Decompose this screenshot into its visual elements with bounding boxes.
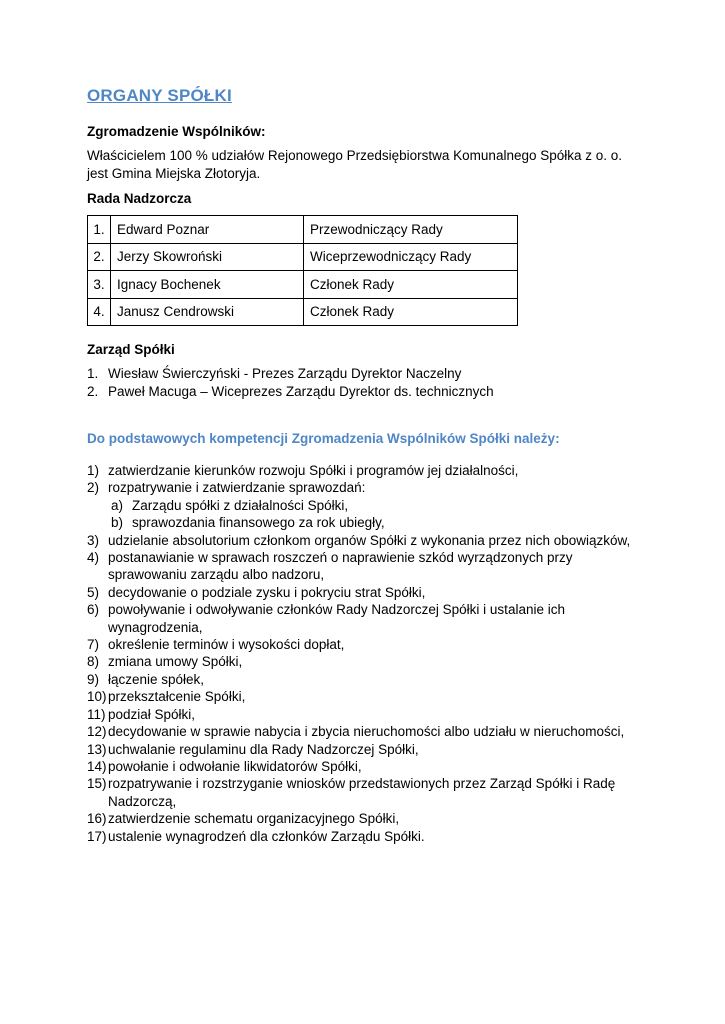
list-item [87, 671, 647, 688]
member-name: Jerzy Skowroński [111, 243, 304, 271]
item-text: określenie terminów i wysokości dopłat, [108, 637, 345, 653]
item-text: podział Spółki, [108, 706, 196, 722]
management-heading: Zarząd Spółki [87, 342, 175, 357]
member-role: Członek Rady [304, 298, 518, 326]
list-item [87, 706, 647, 723]
item-text: Wiesław Świerczyński - Prezes Zarządu Dyrektor Naczelny [108, 366, 462, 381]
item-text: zatwierdzanie kierunków rozwoju Spółki i programów jej działalności, [108, 463, 519, 478]
list-item [87, 366, 494, 384]
list-item [87, 775, 647, 810]
list-item [87, 384, 494, 402]
item-text: Paweł Macuga – Wiceprezes Zarządu Dyrektor ds. technicznych [108, 383, 494, 399]
table-row [88, 243, 518, 271]
item-number: 12) [87, 724, 107, 740]
item-text: postanawianie w sprawach roszczeń o naprawienie szkód wyrządzonych przy sprawowaniu zarządu albo nadzoru, [108, 550, 573, 583]
list-item [87, 584, 647, 601]
item-number: 13) [87, 741, 107, 757]
row-number: 1. [88, 216, 111, 244]
list-item [87, 810, 647, 827]
sub-item-text: Zarządu spółki z działalności Spółki, [132, 497, 349, 513]
member-role: Przewodniczący Rady [304, 216, 518, 244]
list-item [87, 479, 647, 531]
row-number: 2. [88, 243, 111, 271]
item-text: uchwalanie regulaminu dla Rady Nadzorczej Spółki, [108, 741, 419, 757]
sub-item-number: b) [111, 515, 124, 531]
item-text: udzielanie absolutorium członkom organów Spółki z wykonania przez nich obowiązków, [108, 532, 631, 548]
sub-item-text: sprawozdania finansowego za rok ubiegły, [132, 515, 385, 531]
list-item [87, 723, 647, 740]
item-text: rozpatrywanie i rozstrzyganie wniosków przedstawionych przez Zarząd Spółki i Radę Nadzorczą, [108, 776, 616, 809]
board-table [87, 215, 518, 326]
shareholders-heading: Zgromadzenie Wspólników: [87, 124, 266, 139]
sub-list-item [108, 514, 647, 531]
item-number: 2. [87, 383, 99, 399]
member-name: Edward Poznar [111, 216, 304, 244]
item-number: 11) [87, 706, 106, 722]
list-item [87, 653, 647, 670]
sub-list [108, 497, 647, 532]
item-text: powołanie i odwołanie likwidatorów Spółki, [108, 758, 362, 774]
table-row [88, 271, 518, 299]
item-number: 14) [87, 758, 107, 774]
item-number: 6) [87, 602, 100, 618]
list-item [87, 636, 647, 653]
row-number: 3. [88, 271, 111, 299]
member-name: Janusz Cendrowski [111, 298, 304, 326]
sub-item-number: a) [111, 497, 124, 513]
item-number: 15) [87, 776, 107, 792]
item-number: 10) [87, 689, 107, 705]
item-text: decydowanie o podziale zysku i pokryciu strat Spółki, [108, 584, 426, 600]
item-number: 1) [87, 463, 100, 478]
sub-list-item [108, 497, 647, 514]
item-number: 3) [87, 532, 100, 548]
competences-list [87, 462, 647, 845]
list-item [87, 549, 647, 584]
item-number: 17) [87, 828, 107, 844]
item-number: 7) [87, 637, 100, 653]
management-list [87, 366, 494, 401]
list-item [87, 688, 647, 705]
item-number: 16) [87, 811, 107, 827]
item-number: 5) [87, 584, 100, 600]
competences-heading: Do podstawowych kompetencji Zgromadzenia Wspólników Spółki należy: [87, 431, 560, 446]
item-text: rozpatrywanie i zatwierdzanie sprawozdań: [108, 480, 366, 496]
item-text: ustalenie wynagrodzeń dla członków Zarządu Spółki. [108, 828, 425, 844]
list-item [87, 828, 647, 845]
board-heading: Rada Nadzorcza [87, 191, 192, 206]
member-role: Wiceprzewodniczący Rady [304, 243, 518, 271]
item-number: 8) [87, 654, 100, 670]
list-item [87, 462, 647, 479]
item-text: zmiana umowy Spółki, [108, 654, 243, 670]
list-item [87, 532, 647, 549]
item-text: łączenie spółek, [108, 671, 205, 687]
item-number: 1. [87, 366, 99, 381]
list-item [87, 601, 647, 636]
row-number: 4. [88, 298, 111, 326]
list-item [87, 741, 647, 758]
page-title: ORGANY SPÓŁKI [87, 86, 232, 105]
item-text: przekształcenie Spółki, [108, 689, 246, 705]
item-text: zatwierdzenie schematu organizacyjnego Spółki, [108, 811, 400, 827]
item-number: 9) [87, 671, 100, 687]
list-item [87, 758, 647, 775]
item-text: powoływanie i odwoływanie członków Rady Nadzorczej Spółki i ustalanie ich wynagrodzenia, [108, 602, 565, 635]
shareholders-text: Właścicielem 100 % udziałów Rejonowego Przedsiębiorstwa Komunalnego Spółka z o. o. jest Gmina Miejska Złotoryja. [87, 148, 623, 181]
item-number: 2) [87, 480, 100, 496]
member-role: Członek Rady [304, 271, 518, 299]
table-row [88, 216, 518, 244]
item-text: decydowanie w sprawie nabycia i zbycia nieruchomości albo udziału w nieruchomości, [108, 724, 625, 740]
item-number: 4) [87, 550, 100, 566]
table-row [88, 298, 518, 326]
member-name: Ignacy Bochenek [111, 271, 304, 299]
